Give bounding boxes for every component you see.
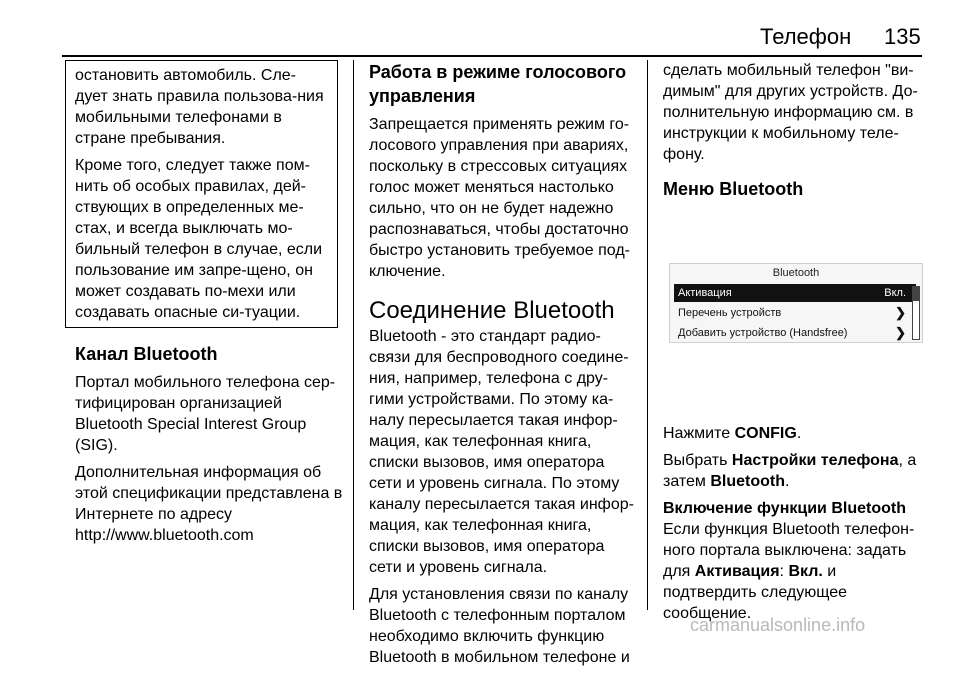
menu-row-device-list[interactable]: [674, 304, 916, 322]
paragraph-voice-control: Запрещается применять режим го-лосового управления при авариях, поскольку в стрессовых ситуациях голос может меняться настолько сильно, что он не будет надежно распознаваться, чтобы достаточно быстро установить требуемое под-ключение.: [369, 116, 630, 280]
scrollbar[interactable]: [912, 286, 920, 340]
heading-bluetooth-menu: Меню Bluetooth: [663, 179, 804, 199]
page-number: 135: [884, 24, 921, 49]
scrollbar-thumb[interactable]: [913, 287, 919, 301]
notice-paragraph-2: Кроме того, следует также пом-нить об особых правилах, дей-ствующих в определенных ме-стах, и всегда выключать мо-бильный телефон в случае, если пользование им запре-щено, он может создавать по-мехи или создавать опасные си-туации.: [75, 157, 323, 321]
notice-box: [65, 60, 338, 328]
page-header-title: Телефон: [760, 24, 852, 49]
paragraph-bluetooth-standard: Bluetooth - это стандарт радио-связи для беспроводного соедине-ния, например, телефона с дру-гими устройствами. По этому ка-налу пересылается такая инфор-мация, как телефонная книга, списки вызовов, имя оператора сети и уровень сигнала. По этому каналу пересылается такая инфор-мация, как телефонная книга, списки вызовов, имя оператора сети и уровень сигнала.: [369, 328, 634, 576]
heading-bluetooth-channel: Канал Bluetooth: [75, 344, 218, 364]
column-3: [663, 60, 933, 630]
menu-row-activation[interactable]: [674, 284, 916, 302]
chevron-right-icon: ❯: [895, 305, 906, 320]
menu-row-value: Вкл.: [884, 287, 906, 299]
paragraph-visibility: сделать мобильный телефон "ви-димым" для других устройств. До-полнительную информацию см. в инструкции к мобильному теле-фону.: [663, 62, 918, 163]
paragraph-select-settings: Выбрать Настройки телефона, а затем Bluetooth.: [663, 452, 917, 490]
paragraph-more-info: Дополнительная информация об этой спецификации представлена в Интернете по адресу: [75, 464, 343, 523]
bluetooth-menu-panel: [669, 263, 923, 343]
column-divider-1: [353, 60, 354, 610]
bluetooth-menu-screenshot: [663, 209, 933, 409]
column-divider-2: [647, 60, 648, 610]
paragraph-setup: Для установления связи по каналу Bluetooth с телефонным порталом необходимо включить функцию Bluetooth в мобильном телефоне и: [369, 586, 630, 666]
bluetooth-url: http://www.bluetooth.com: [75, 527, 254, 544]
bluetooth-menu-title: Bluetooth: [772, 267, 820, 279]
column-1: [75, 60, 350, 546]
paragraph-certification: Портал мобильного телефона сер-тифицирован организацией Bluetooth Special Interest Group (SIG).: [75, 374, 336, 454]
menu-row-label: Перечень устройств: [678, 307, 782, 319]
header-rule: [62, 55, 922, 57]
menu-row-label: Добавить устройство (Handsfree): [678, 327, 848, 339]
watermark: carmanualsonline.info: [690, 615, 866, 635]
heading-enable-bluetooth: Включение функции Bluetooth: [663, 500, 906, 517]
menu-row-label: Активация: [678, 287, 732, 299]
paragraph-enable-bluetooth: Если функция Bluetooth телефон-ного портала выключена: задать для Активация: Вкл. и подтвердить следующее сообщение.: [663, 521, 915, 622]
heading-bluetooth-connection: Соединение Bluetooth: [369, 297, 615, 324]
chevron-right-icon: ❯: [895, 325, 906, 340]
notice-paragraph-1: остановить автомобиль. Сле-дует знать правила пользова-ния мобильными телефонами в стране пребывания.: [75, 67, 324, 147]
heading-voice-control: Работа в режиме голосового управления: [369, 62, 627, 106]
paragraph-press-config: Нажмите CONFIG.: [663, 425, 802, 442]
column-2: [369, 60, 639, 674]
menu-row-add-device[interactable]: [674, 324, 916, 342]
